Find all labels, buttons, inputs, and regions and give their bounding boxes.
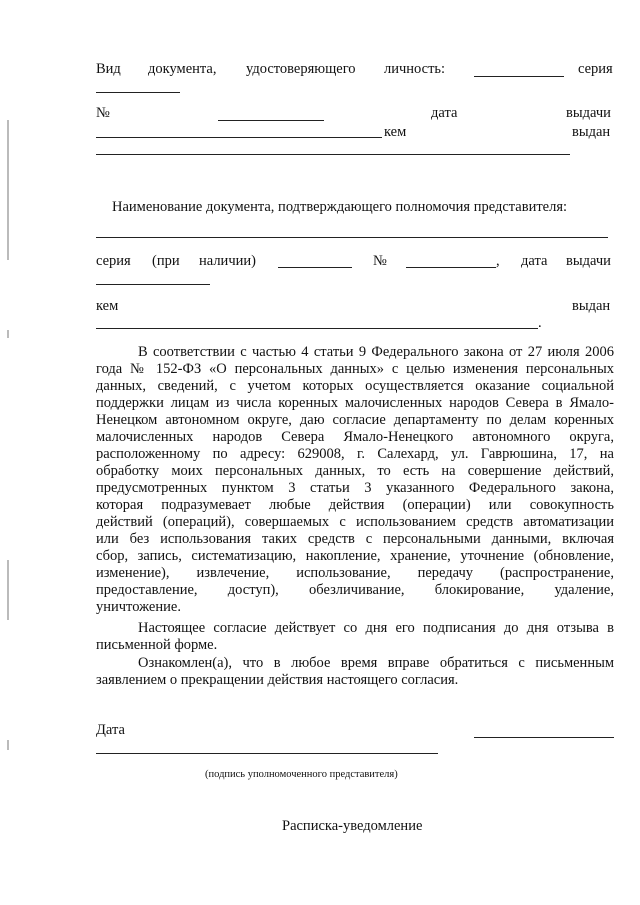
signature-field[interactable]	[474, 737, 614, 738]
scan-mark	[7, 740, 9, 750]
consent-line: сбор, запись, систематизацию, накопление, хранение, уточнение (обновление,	[96, 548, 614, 564]
consent-line: предоставление, доступ), обезличивание, блокирование, удаление,	[96, 582, 614, 598]
acquainted-line: Ознакомлен(а), что в любое время вправе обратиться с письменным	[138, 655, 614, 671]
consent-line: изменение), извлечение, использование, передачу (распространение,	[96, 565, 614, 581]
label-seriya: серия	[578, 61, 613, 77]
rep-doc-name-field[interactable]	[96, 237, 608, 238]
label-number: №	[96, 105, 110, 121]
rep-series-field[interactable]	[278, 267, 352, 268]
label-rep-number: №	[373, 253, 387, 269]
consent-line: предусмотренных пунктом 3 статьи 3 указанного Федерального закона,	[96, 480, 614, 496]
consent-line: данных, сведений, с учетом которых осуществляется оказание социальной	[96, 378, 614, 394]
label-udostoveryayushchego: удостоверяющего	[246, 61, 356, 77]
consent-line: действий (операций), совершаемых с использованием средств автоматизации	[96, 514, 614, 530]
rep-comma: ,	[496, 253, 500, 269]
scan-mark	[7, 330, 9, 338]
acquainted-paragraph	[96, 655, 614, 689]
consent-line: расположенному по адресу: 629008, г. Салехард, ул. Гаврюшина, 17, на	[96, 446, 614, 462]
label-rep-nalichii: наличии)	[199, 253, 256, 269]
consent-line: поддержки лицам из числа коренных малочисленных народов Севера в Ямало-	[96, 395, 614, 411]
id-series-field[interactable]	[474, 76, 564, 77]
label-rep-vydan: выдан	[572, 298, 611, 314]
label-dokumenta: документа,	[148, 61, 217, 77]
id-date-field[interactable]	[96, 137, 382, 138]
consent-line: малочисленных народов Севера Ямало-Ненецкого автономного округа,	[96, 429, 614, 445]
label-vid: Вид	[96, 61, 121, 77]
label-rep-vydachi: выдачи	[566, 253, 611, 269]
consent-line: года № 152-ФЗ «О персональных данных» с целью изменения персональных	[96, 361, 614, 377]
date-field[interactable]	[96, 753, 438, 754]
scan-mark	[7, 560, 9, 620]
label-vydan: выдан	[572, 124, 611, 140]
consent-line: или без использования таких средств с персональными данными, включая	[96, 531, 614, 547]
consent-line: обработку моих персональных данных, то есть на совершение действий,	[96, 463, 614, 479]
label-rep-kem: кем	[96, 298, 119, 314]
rep-doc-heading: Наименование документа, подтверждающего полномочия представителя:	[112, 199, 568, 215]
label-rep-data: дата	[521, 253, 548, 269]
rep-date-field[interactable]	[96, 284, 210, 285]
label-rep-pri: (при	[152, 253, 180, 269]
date-label: Дата	[96, 722, 125, 738]
rep-dot: .	[538, 315, 542, 331]
rep-issued-by-field[interactable]	[96, 328, 538, 329]
label-data: дата	[431, 105, 458, 121]
label-lichnost: личность:	[384, 61, 446, 77]
rep-number-field[interactable]	[406, 267, 496, 268]
consent-line: В соответствии с частью 4 статьи 9 Федерального закона от 27 июля 2006	[138, 344, 614, 360]
validity-paragraph	[96, 620, 614, 654]
validity-line: Настоящее согласие действует со дня его подписания до дня отзыва в	[138, 620, 614, 636]
validity-line: письменной форме.	[96, 637, 218, 653]
id-issued-by-field[interactable]	[96, 154, 570, 155]
id-number-field[interactable]	[218, 120, 324, 121]
scan-mark	[7, 120, 9, 260]
receipt-notice-title: Расписка-уведомление	[282, 818, 423, 834]
label-vydachi: выдачи	[566, 105, 611, 121]
label-kem: кем	[384, 124, 407, 140]
acquainted-line: заявлением о прекращении действия настоящего согласия.	[96, 672, 459, 688]
consent-line: Ненецком автономном округе, даю согласие департаменту по делам коренных	[96, 412, 614, 428]
consent-line: которая подразумевает любые действия (операции) или совокупность	[96, 497, 614, 513]
label-rep-seriya: серия	[96, 253, 131, 269]
consent-paragraph	[96, 344, 614, 616]
id-series-field-cont[interactable]	[96, 92, 180, 93]
consent-line: уничтожение.	[96, 599, 181, 615]
signature-caption: (подпись уполномоченного представителя)	[205, 769, 398, 780]
